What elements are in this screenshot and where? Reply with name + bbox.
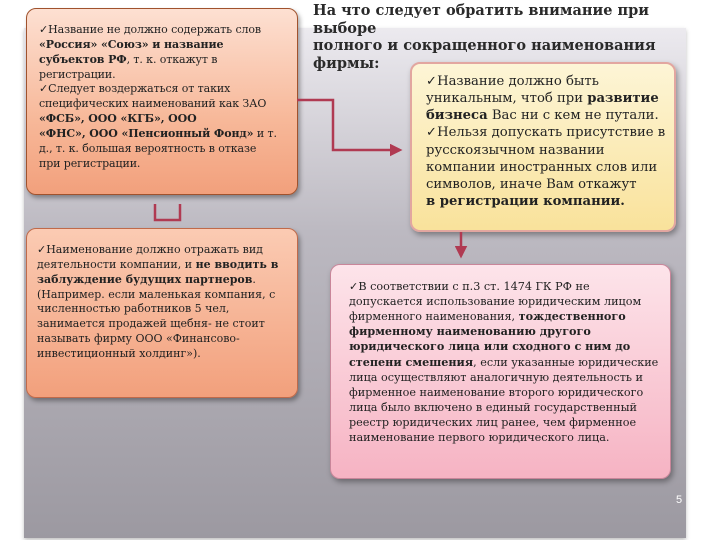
- checkmark-icon: ✓: [426, 125, 438, 141]
- title-line-2: полного и сокращенного наименования фирмы:: [313, 37, 656, 73]
- checkmark-icon: ✓: [349, 280, 359, 293]
- box-restricted-words: [26, 8, 298, 195]
- title-line-1: На что следует обратить внимание при выборе: [313, 2, 650, 37]
- bullet-civil-code: ✓В соответствии с п.3 ст. 1474 ГК РФ не допускается использование юридическим лицом фирменного наименования, тождественного фирменному наименованию другого юридического лица или сходного с ним до степени смешения, если указанные юридические лица осуществляют аналогичную деятельность и фирменное наименование второго юридического лица было включено в единый государственный реестр юридических лиц ранее, чем фирменное наименование первого юридического лица.: [349, 280, 659, 445]
- checkmark-icon: ✓: [426, 74, 438, 89]
- box-activity-type: [26, 228, 298, 398]
- checkmark-icon: ✓: [39, 23, 49, 36]
- checkmark-icon: ✓: [39, 82, 49, 96]
- checkmark-icon: ✓: [37, 243, 47, 256]
- bullet-restricted-words: ✓Название не должно содержать слов «Россия» «Союз» и название субъектов РФ, т. к. откажут в регистрации.: [39, 23, 262, 81]
- bullet-unique-name: ✓Название должно быть уникальным, чтоб при развитие бизнеса Вас ни с кем не путали.: [426, 74, 659, 124]
- box-unique-name: [410, 62, 676, 232]
- box-civil-code: [330, 264, 671, 479]
- bullet-foreign-words: ✓Нельзя допускать присутствие в русскоязычном названии компании иностранных слов или символов, иначе Вам откажут в регистрации компании.: [426, 125, 666, 210]
- bullet-specific-names: ✓Следует воздержаться от таких специфических наименований как ЗАО «ФСБ», ООО «КГБ», ООО «ФНС», ООО «Пенсионный Фонд» и т. д., т. к. большая вероятность в отказе при регистрации.: [39, 82, 277, 170]
- page-number: 5: [676, 494, 683, 506]
- bullet-activity-type: ✓Наименование должно отражать вид деятельности компании, и не вводить в заблуждение будущих партнеров. (Например. если маленькая компания, с численностью работников 5 чел, занимается продажей щебня- не стоит называть фирму ООО «Финансово- инвестиционный холдинг»).: [37, 243, 279, 360]
